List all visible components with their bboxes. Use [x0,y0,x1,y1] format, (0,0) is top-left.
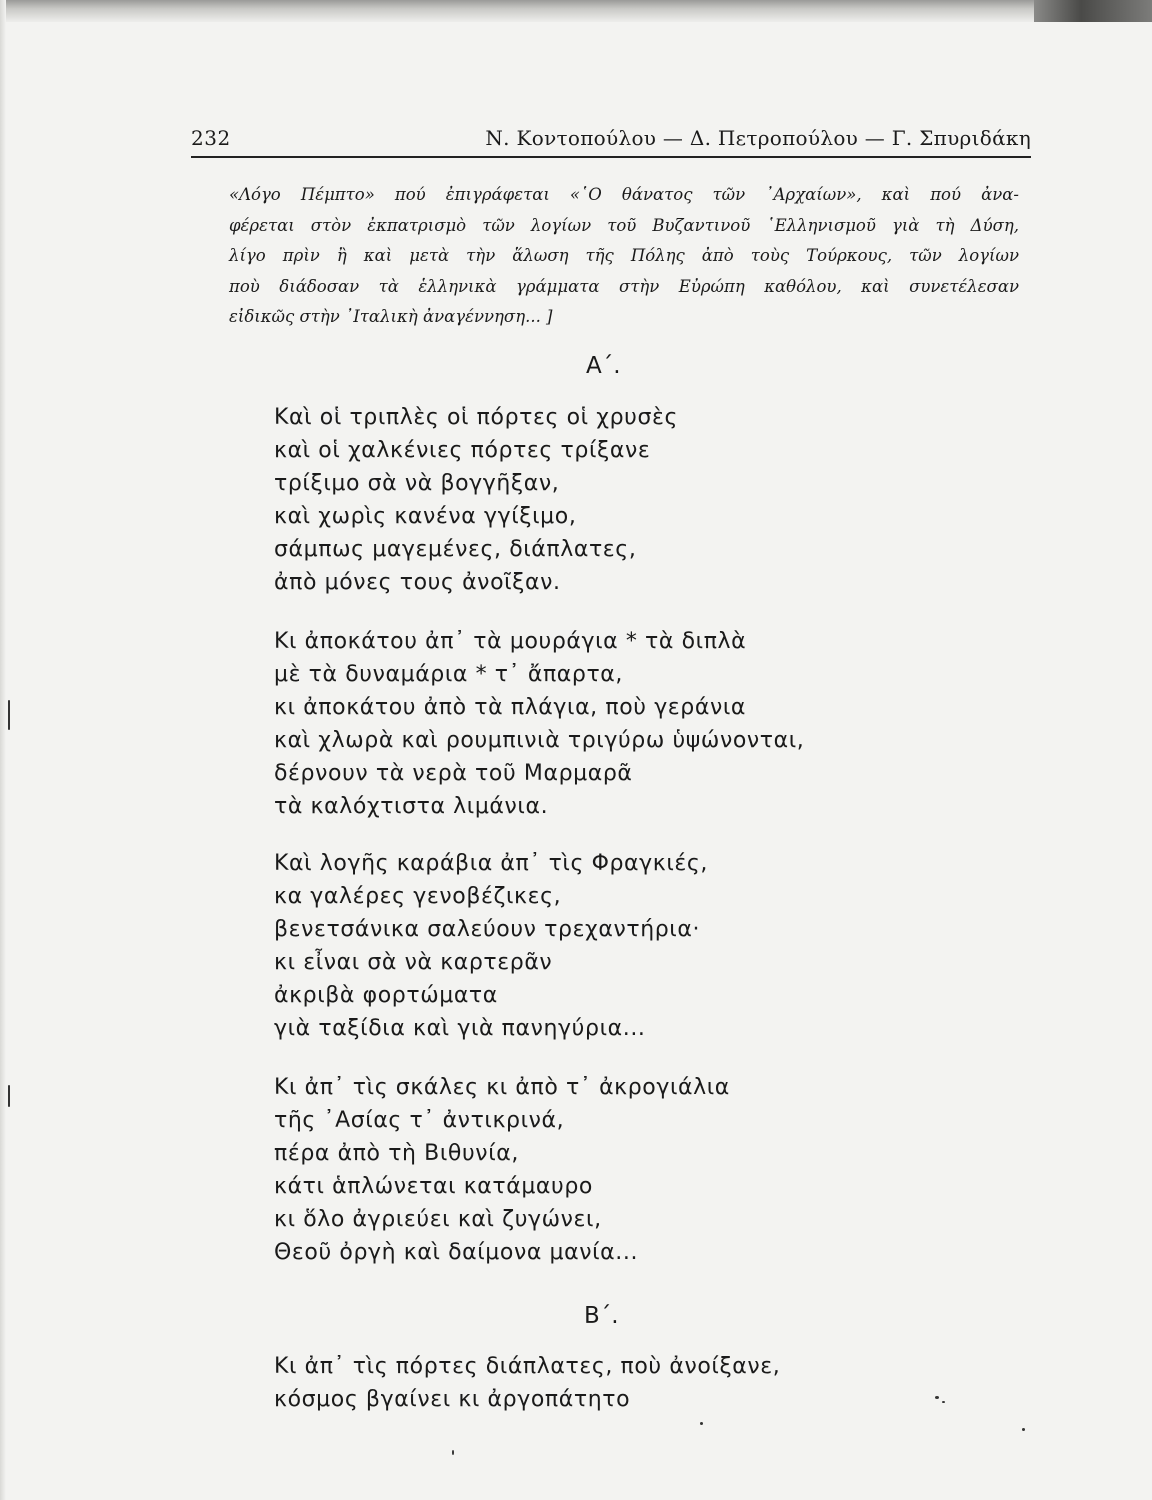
verse-line: Κι ἀπ᾿ τὶς σκάλες κι ἀπὸ τ᾿ ἀκρογιάλια [274,1075,730,1100]
intro-line: «Λόγο Πέμπτο» πού ἐπιγράφεται «῾Ο θάνατος τῶν ᾿Αρχαίων», καὶ πού ἀνα- [229,185,1019,204]
verse-line: τρίξιμο σὰ νὰ βογγῆξαν, [274,471,560,497]
verse-line: ἀκριβὰ φορτώματα [274,983,498,1009]
stanza [274,847,708,1046]
scan-speck [452,1450,454,1455]
verse-line: κι εἶναι σὰ νὰ καρτερᾶν [274,950,553,976]
verse-line: Θεοῦ ὀργὴ καὶ δαίμονα μανία... [274,1240,639,1266]
verse-line: μὲ τὰ δυναμάρια * τ᾿ ἄπαρτα, [274,662,623,688]
scan-speck [935,1396,939,1399]
verse-line: βενετσάνικα σαλεύουν τρεχαντήρια· [274,917,701,943]
section-heading-b: Β΄. [584,1303,619,1329]
verse-line: Κι ἀποκάτου ἀπ᾿ τὰ μουράγια * τὰ διπλὰ [274,629,747,654]
verse-line: τὰ καλόχτιστα λιμάνια. [274,794,549,820]
intro-line: ποὺ διάδοσαν τὰ ἑλληνικὰ γράμματα στὴν Εὐρώπη καθόλου, καὶ συνετέλεσαν [229,276,1019,296]
scan-left-edge [0,0,6,1500]
verse-line: Καὶ οἱ τριπλὲς οἱ πόρτες οἱ χρυσὲς [274,405,679,430]
header-rule [191,156,1031,158]
scan-speck [942,1401,945,1403]
verse-line: ἀπὸ μόνες τους ἀνοῖξαν. [274,570,561,596]
stanza [274,401,678,600]
verse-line: τῆς ᾿Ασίας τ᾿ ἀντικρινά, [274,1108,565,1134]
scan-corner-shadow [1034,0,1152,22]
scan-speck [8,700,10,730]
verse-line: καὶ χωρὶς κανένα γγίξιμο, [274,504,577,530]
verse-line: πέρα ἀπὸ τὴ Βιθυνία, [274,1141,519,1167]
verse-line: καὶ οἱ χαλκένιες πόρτες τρίξανε [274,438,651,464]
running-head: Ν. Κοντοπούλου — Δ. Πετροπούλου — Γ. Σπυριδάκη [485,126,1031,150]
scan-speck [1022,1428,1025,1431]
section-heading-a: Α΄. [586,353,621,379]
verse-line: κι ὅλο ἀγριεύει καὶ ζυγώνει, [274,1207,602,1233]
stanza [274,625,804,824]
verse-line: κάτι ἁπλώνεται κατάμαυρο [274,1174,593,1200]
verse-line: κι ἀποκάτου ἀπὸ τὰ πλάγια, ποὺ γεράνια [274,695,747,721]
intro-line: εἰδικῶς στὴν ᾿Ιταλικὴ ἀναγέννηση... ] [229,307,553,326]
scan-speck [8,1085,10,1107]
stanza [274,1071,730,1270]
verse-line: σάμπως μαγεμένες, διάπλατες, [274,537,637,563]
intro-line: λίγο πρὶν ἢ καὶ μετὰ τὴν ἅλωση τῆς Πόλης ἀπὸ τοὺς Τούρκους, τῶν λογίων [229,246,1019,265]
verse-line: κα γαλέρες γενοβέζικες, [274,884,562,910]
scan-speck [700,1422,703,1425]
verse-line: καὶ χλωρὰ καὶ ρουμπινιὰ τριγύρω ὑψώνονται, [274,728,805,754]
verse-line: δέρνουν τὰ νερὰ τοῦ Μαρμαρᾶ [274,761,633,787]
verse-line: Καὶ λογῆς καράβια ἀπ᾿ τὶς Φραγκιές, [274,851,708,876]
verse-line: γιὰ ταξίδια καὶ γιὰ πανηγύρια... [274,1016,646,1042]
page-number: 232 [191,126,231,150]
page-header [191,120,1031,156]
intro-paragraph [229,180,1019,333]
verse-line: Κι ἀπ᾿ τὶς πόρτες διάπλατες, ποὺ ἀνοίξανε, [274,1354,781,1379]
intro-line: φέρεται στὸν ἐκπατρισμὸ τῶν λογίων τοῦ Βυζαντινοῦ ῾Ελληνισμοῦ γιὰ τὴ Δύση, [229,215,1019,235]
stanza [274,1350,780,1416]
verse-line: κόσμος βγαίνει κι ἀργοπάτητο [274,1387,631,1413]
scan-top-edge [0,0,1152,22]
